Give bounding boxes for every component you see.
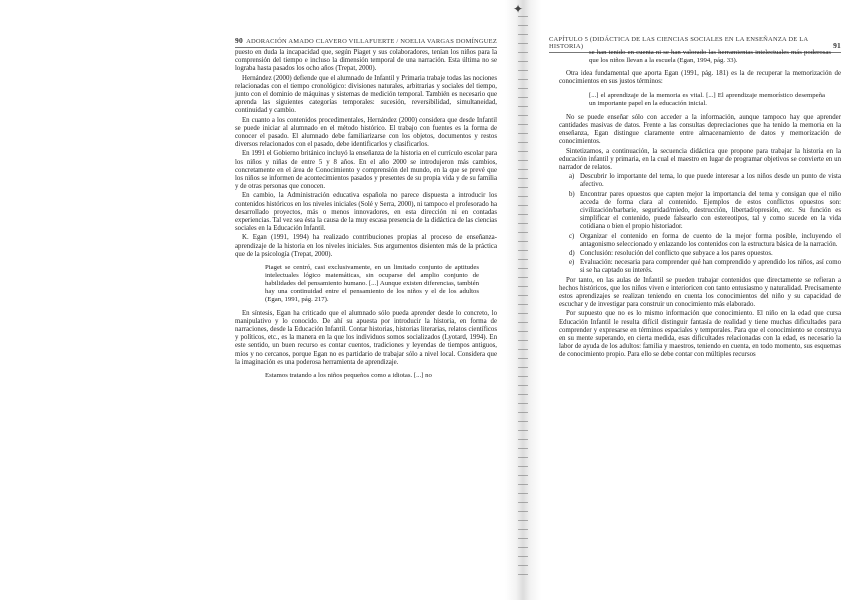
paragraph: En síntesis, Egan ha criticado que el alumnado sólo pueda aprender desde lo concreto, lo manipulativo y lo conocido. De ahí su apuesta por introducir la historia, en forma de narraciones, desde la Educación Infantil. Contar historias, historias literarias, relatos científicos y políticos, etc., es la manera en la que los individuos somos socializados (Lyotard, 1994). En este sentido, un buen recurso es contar cuentos, tradiciones y leyendas de tiempos antiguos, míos y no cercanos, porque Egan no es partidario de trabajar sólo a nivel local. Considera que la imaginación es una poderosa herramienta de aprendizaje. (235, 309, 497, 366)
didactic-sequence-list (559, 173, 841, 275)
list-item-text: Evaluación: necesaria para comprender qué han comprendido y aprendido los niños, así como si se ha captado su interés. (580, 259, 841, 275)
list-item-label: b) (569, 190, 575, 198)
paragraph: puesto en duda la incapacidad que, según Piaget y sus colaboradores, tenían los niños para la comprensión del tiempo e incluso la dimensión temporal de una narración. Esta última no se lograba hasta pasados los ocho años (Trepat, 2000). (235, 49, 497, 73)
paragraph: K. Egan (1991, 1994) ha realizado contribuciones propias al proceso de enseñanza-aprendizaje de la historia en los niveles iniciales. Sus argumentos disienten más de la práctica que de la psicología (Trepat, 2000). (235, 234, 497, 258)
right-page (541, 0, 848, 600)
paragraph: Por tanto, en las aulas de Infantil se pueden trabajar contenidos que directamente se refieran a hechos históricos, que los niños viven e interioricen con tanto entusiasmo y naturalidad. Precisamente estos aprendizajes se realizan teniendo en cuenta los conocimientos del niño y su capacidad de escuchar y de investigar para construir un conocimiento más elaborado. (559, 276, 841, 309)
left-page-number: 90 (235, 36, 243, 45)
left-body-text (235, 49, 497, 385)
list-item-label: d) (569, 250, 575, 258)
paragraph: En cuanto a los contenidos procedimentales, Hernández (2000) considera que desde Infantil se puede iniciar al alumnado en el método histórico. El trabajo con fuentes es la forma de conocer el pasado. El alumnado debe familiarizarse con los objetos, documentos y restos diversos relacionados con el pasado, debe identificarlos y clasificarlos. (235, 116, 497, 149)
list-item-label: c) (569, 232, 575, 240)
left-running-title: ADORACIÓN AMADO CLAVERO VILLAFUERTE / NOELIA VARGAS DOMÍNGUEZ (246, 38, 497, 45)
block-quote-start: Estamos tratando a los niños pequeños como a idiotas. [...] no (265, 371, 432, 379)
paragraph: Por supuesto que no es lo mismo información que conocimiento. El niño en la edad que cursa Educación Infantil le resulta difícil distinguir fantasía de realidad y tiene muchas dificultades para comprender y expresarse en términos espaciales y temporales. Para que el conocimiento se construya en su mente superando, en cierta medida, esas dificultades relacionadas con la edad, es necesario la labor de ayuda de los adultos: familia y maestros, teniendo en cuenta, en todo momento, sus esquemas de conocimiento propio. Para ello se debe contar con múltiples recursos (559, 310, 841, 359)
list-item (569, 190, 841, 232)
list-item-text: Descubrir lo importante del tema, lo que puede interesar a los niños desde un punto de vista afectivo. (580, 173, 841, 189)
right-page-number: 91 (833, 41, 841, 50)
paragraph: Hernández (2000) defiende que el alumnado de Infantil y Primaria trabaje todas las nociones relacionadas con el tiempo cronológico: divisiones naturales, arbitrarias y sociales del tiempo, junto con el dominio de máquinas y sistemas de medición temporal. También es necesario que aprenda las siguientes categorías temporales: sucesión, reversibilidad, simultaneidad, continuidad y cambio. (235, 74, 497, 115)
list-item-text: Organizar el contenido en forma de cuento de la mejor forma posible, incluyendo el antagonismo seleccionado y enlazando los contenidos con la estructura básica de la narración. (580, 232, 841, 248)
book-gutter (505, 0, 541, 600)
right-running-title: CAPÍTULO 5 (DIDÁCTICA DE LAS CIENCIAS SOCIALES EN LA ENSEÑANZA DE LA HISTORIA) (549, 36, 808, 50)
list-item-label: e) (569, 259, 575, 267)
paragraph: En 1991 el Gobierno británico incluyó la enseñanza de la historia en el currículo escolar para los niños y niñas de entre 5 y 8 años. En el año 2000 se introdujeron más cambios, concretamente en el área de Conocimiento y comprensión del mundo, en la que se prevé que los niños se informen de acontecimientos pasados y presentes de su propia vida y de su familia y de otras personas que conocen. (235, 150, 497, 191)
gutter-scan-noise (518, 16, 528, 576)
list-item (569, 250, 841, 258)
left-running-head (235, 36, 497, 48)
right-body-text (559, 49, 841, 361)
paragraph: En cambio, la Administración educativa española no parece dispuesta a introducir los contenidos históricos en los niveles iniciales (Solé y Serra, 2000), ni tampoco el profesorado ha desarrollado proyectos, más o menos innovadores, en esta dirección ni en contadas experiencias. Tal vez sea ésta la causa de la muy escasa presencia de la didáctica de las ciencias sociales en la Educación Infantil. (235, 192, 497, 233)
list-item (569, 173, 841, 189)
paragraph: Otra idea fundamental que aporta Egan (1991, pág. 181) es la de recuperar la memorización de conocimientos en sus justos términos: (559, 70, 841, 86)
list-item-label: a) (569, 173, 575, 181)
binding-clip-icon: ✦ (513, 2, 524, 16)
list-item-text: Conclusión: resolución del conflicto que subyace a los pares opuestos. (580, 250, 773, 258)
block-quote-continuation: se han tenido en cuenta ni se han valorado las herramientas intelectuales más poderosas que los niños llevan a la escuela (Egan, 1994, pág. 33). (589, 49, 831, 65)
block-quote: Piaget se centró, casi exclusivamente, en un limitado conjunto de aptitudes intelectuales lógico matemáticas, sin ocuparse del amplio conjunto de habilidades del pensamiento humano. [...] Aunque existen diferencias, también hay una continuidad entre el pensamiento de los niños y el de los adultos (Egan, 1991, pág. 217). (265, 264, 479, 304)
block-quote: [...] el aprendizaje de la memoria es vital. [...] El aprendizaje memorístico desempeña un importante papel en la educación inicial. (589, 91, 825, 107)
list-item (569, 259, 841, 275)
list-item-text: Encontrar pares opuestos que capten mejor la importancia del tema y consigan que el niño acceda de forma clara al contenido. Ejemplos de estos conflictos opuestos son: civilización/barbarie, seguridad/miedo, destrucción, libertad/opresión, etc. Su función es simplificar el contenido, puede falsearlo con estereotipos, tal y como sucede en la vida cotidiana o bien el propio historiador. (580, 190, 841, 231)
paragraph: Sintetizamos, a continuación, la secuencia didáctica que propone para trabajar la historia en la educación infantil y primaria, en la cual el maestro en lugar de programar objetivos se convierte en un narrador de relatos. (559, 147, 841, 171)
paragraph: No se puede enseñar sólo con acceder a la información, aunque tampoco hay que aprender cantidades masivas de datos. Frente a las consultas depreciaciones que ha tenido la memoria en la enseñanza, Egan distingue claramente entre almacenamiento de datos y memorización de conocimientos. (559, 113, 841, 146)
list-item (569, 232, 841, 249)
